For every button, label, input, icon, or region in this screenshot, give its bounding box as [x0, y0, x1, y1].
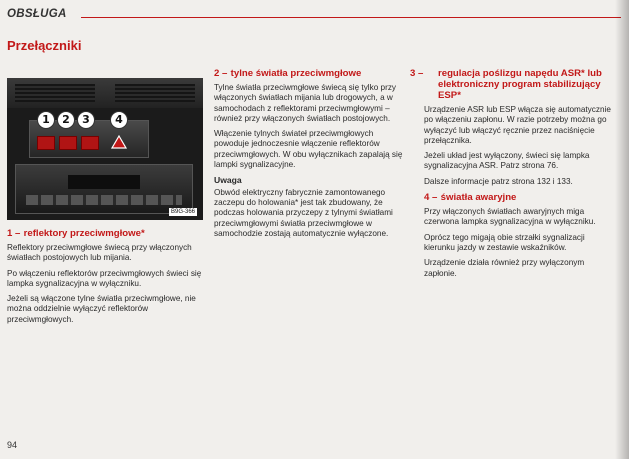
- image-code: B9G-366: [170, 209, 195, 215]
- heading-hazard-lights: [424, 192, 614, 203]
- heading-fog-lights: [7, 228, 203, 239]
- page-number: 94: [7, 440, 18, 450]
- column-2: [214, 68, 410, 244]
- paragraph: Jeżeli układ jest wyłączony, świeci się lampka sygnalizacyjna ASR. Patrz strona 76.: [424, 151, 590, 171]
- paragraph: Włączenie tylnych świateł przeciwmgłowych powoduje jednoczesnie włączenie reflektorów przeciwmgłowych. W obu wyłącznikach zapalają się lampki sygnalizacyjne.: [214, 129, 403, 170]
- heading-rear-fog-lights: [214, 68, 410, 79]
- heading-text: regulacja poślizgu napędu ASR* lub elektroniczny program stabilizujący ESP*: [438, 68, 602, 101]
- page-edge-shadow: [615, 0, 629, 459]
- heading-text: tylne światła przeciwmgłowe: [230, 68, 362, 79]
- paragraph: Urządzenie działa również przy wyłączonym zapłonie.: [424, 258, 585, 278]
- paragraph: Po włączeniu reflektorów przeciwmgłowych świeci się lampka sygnalizacyjna w wyłączniku.: [7, 268, 202, 288]
- column-1: [7, 228, 203, 330]
- hazard-triangle-icon: [111, 135, 127, 149]
- paragraph: Dalsze informacje patrz strona 132 i 133.: [424, 176, 573, 186]
- paragraph: Obwód elektryczny fabrycznie zamontowanego zaczepu do holowania* jest tak zbudowany, że podczas holowania przyczepy z tylnymi światłami przeciwmgłowymi światła przeciwmgłowe w samochodzie zostają automatycznie wyłączone.: [214, 187, 393, 238]
- dashboard-switches-photo: [7, 78, 203, 220]
- paragraph: Oprócz tego migają obie strzałki sygnalizacji kierunku jazdy w zestawie wskaźników.: [424, 232, 585, 252]
- note-heading: Uwaga: [214, 175, 242, 186]
- header-title: OBSŁUGA: [7, 8, 67, 20]
- callout-2: 2: [57, 111, 75, 129]
- air-vent-left: [15, 84, 95, 102]
- heading-text: reflektory przeciwmgłowe*: [23, 228, 145, 239]
- fog-light-switch: [37, 136, 55, 150]
- air-vent-right: [115, 84, 195, 102]
- heading-number: 1 –: [7, 228, 21, 239]
- heading-number: 2 –: [214, 68, 228, 79]
- radio-unit: [15, 164, 193, 214]
- header-rule: [81, 17, 621, 18]
- heading-asr-esp: [410, 68, 614, 101]
- callout-4: 4: [110, 111, 128, 129]
- heading-number: 3 –: [410, 68, 424, 79]
- radio-buttons: [26, 195, 182, 205]
- rear-fog-switch: [59, 136, 77, 150]
- paragraph: Urządzenie ASR lub ESP włącza się automatycznie po włączeniu zapłonu. W razie potrzeby można go wyłączyć lub włączyć ręcznie przez naciśnięcie przełącznika.: [424, 105, 611, 145]
- paragraph: Przy włączonych światłach awaryjnych miga czerwona lampka sygnalizacyjna w wyłączniku.: [424, 207, 596, 227]
- page-header: [7, 8, 607, 24]
- section-title: Przełączniki: [7, 38, 82, 53]
- callout-1: 1: [37, 111, 55, 129]
- heading-text: światła awaryjne: [440, 192, 517, 204]
- heading-number: 4 –: [424, 192, 438, 204]
- paragraph: Tylne światła przeciwmgłowe świecą się tylko przy włączonych światłach mijania lub drogowych, a w samochodach z reflektorami przeciwmgłowymi – również przy włączonych światłach postojowych.: [214, 83, 397, 123]
- callout-3: 3: [77, 111, 95, 129]
- paragraph: Jeżeli są włączone tylne światła przeciwmgłowe, nie można oddzielnie wyłączyć reflektorów przeciwmgłowych.: [7, 294, 196, 324]
- asr-switch: [81, 136, 99, 150]
- radio-display: [68, 175, 140, 189]
- paragraph: Reflektory przeciwmgłowe świecą przy włączonych światłach postojowych lub mijania.: [7, 243, 192, 263]
- column-3: [410, 68, 614, 284]
